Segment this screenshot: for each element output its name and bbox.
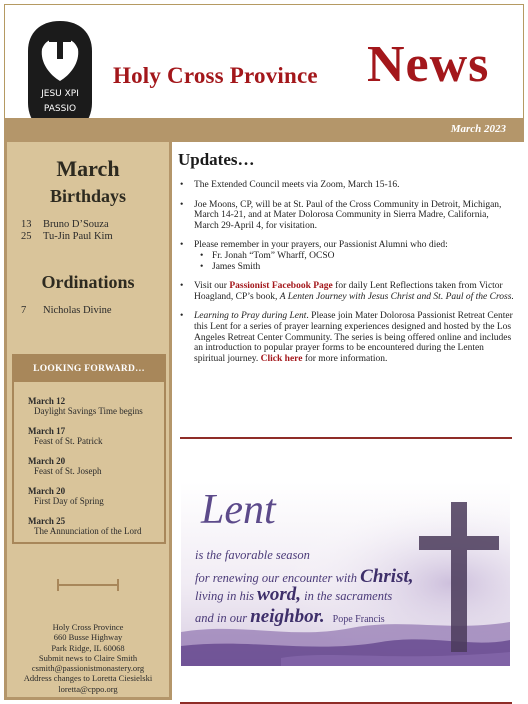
updates-heading: Updates… xyxy=(178,150,255,169)
ordinations-list xyxy=(21,304,112,316)
main-content xyxy=(178,150,514,364)
event-item: March 20 First Day of Spring xyxy=(28,486,104,506)
click-here-link[interactable]: Click here xyxy=(260,353,303,364)
event-item: March 20 Feast of St. Joseph xyxy=(28,456,102,476)
list-item: • Joe Moons, CP, will be at St. Paul of the Cross Community in Detroit, Michigan, March 14-21, and at Mater Dolorosa Community in Sierra Madre, California, March 29-April 4, for visitation. xyxy=(180,199,502,231)
quote-line: living in his word, in the sacraments xyxy=(195,584,393,605)
list-item: • James Smith xyxy=(200,261,261,272)
event-item: March 17 Feast of St. Patrick xyxy=(28,426,103,446)
quote-attribution: Pope Francis xyxy=(332,614,385,625)
facebook-page-link[interactable]: Passionist Facebook Page xyxy=(229,281,333,292)
svg-text:JESU XPI: JESU XPI xyxy=(41,89,79,99)
lent-title: Lent xyxy=(201,487,276,533)
quote-line: for renewing our encounter with Christ, xyxy=(195,566,414,587)
event-item: March 25 The Annunciation of the Lord xyxy=(28,516,142,536)
event-item: March 12 Daylight Savings Time begins xyxy=(28,396,143,416)
list-item: 13 Bruno D’Souza xyxy=(21,218,109,230)
ordinations-heading: Ordinations xyxy=(41,272,135,292)
loretta-email-link[interactable]: loretta@cppo.org xyxy=(58,683,118,694)
list-item: • Learning to Pray during Lent. Please join Mater Dolorosa Passionist Retreat Center this Lent for a series of prayer learning experiences designed and hosted by the Los Angeles Retreat Center Community. The series is being offered online and includes an introduction to popular prayer forms to be encountered during the Lenten spiritual journey. Click here for more information. xyxy=(180,311,513,364)
svg-text:PASSIO: PASSIO xyxy=(43,104,77,114)
looking-forward-box xyxy=(12,354,166,544)
list-item: • Fr. Jonah “Tom” Wharff, OCSO xyxy=(200,250,335,261)
newsletter-province-title: Holy Cross Province xyxy=(113,63,318,88)
issue-date: March 2023 xyxy=(450,123,506,135)
claire-email-link[interactable]: csmith@passionistmonastery.org xyxy=(31,663,145,674)
birthdays-heading: Birthdays xyxy=(49,186,127,206)
updates-list xyxy=(178,180,514,373)
newsletter-news-title: News xyxy=(367,36,490,93)
sidebar xyxy=(4,142,172,700)
address-block: Holy Cross Province 660 Busse Highway Park Ridge, IL 60068 Submit news to Claire Smith csmith@passionistmonastery.org Address changes to Loretta Ciesielski loretta@cppo.org xyxy=(7,622,169,694)
looking-forward-heading: LOOKING FORWARD… xyxy=(14,356,164,382)
lent-quote-graphic xyxy=(181,482,510,666)
list-item: • Please remember in your prayers, our Passionist Alumni who died: • Fr. Jonah “Tom” Wharff, OCSO • James Smith xyxy=(178,240,514,272)
section-rule xyxy=(180,437,512,439)
quote-line: is the favorable season xyxy=(195,548,310,562)
list-item: 7 Nicholas Divine xyxy=(21,304,112,316)
date-band xyxy=(4,118,524,142)
birthdays-list xyxy=(21,218,113,242)
ornament-divider xyxy=(57,584,119,586)
list-item: • The Extended Council meets via Zoom, March 15-16. xyxy=(180,180,400,190)
masthead xyxy=(4,4,524,118)
list-item: • Visit our Passionist Facebook Page for daily Lent Reflections taken from Victor Hoagland, CP’s book, A Lenten Journey with Jesus Christ and St. Paul of the Cross. xyxy=(180,281,514,302)
quote-line: and in our neighbor. Pope Francis xyxy=(195,606,385,627)
sidebar-month: March xyxy=(56,156,120,181)
list-item: 25 Tu-Jin Paul Kim xyxy=(21,230,113,242)
